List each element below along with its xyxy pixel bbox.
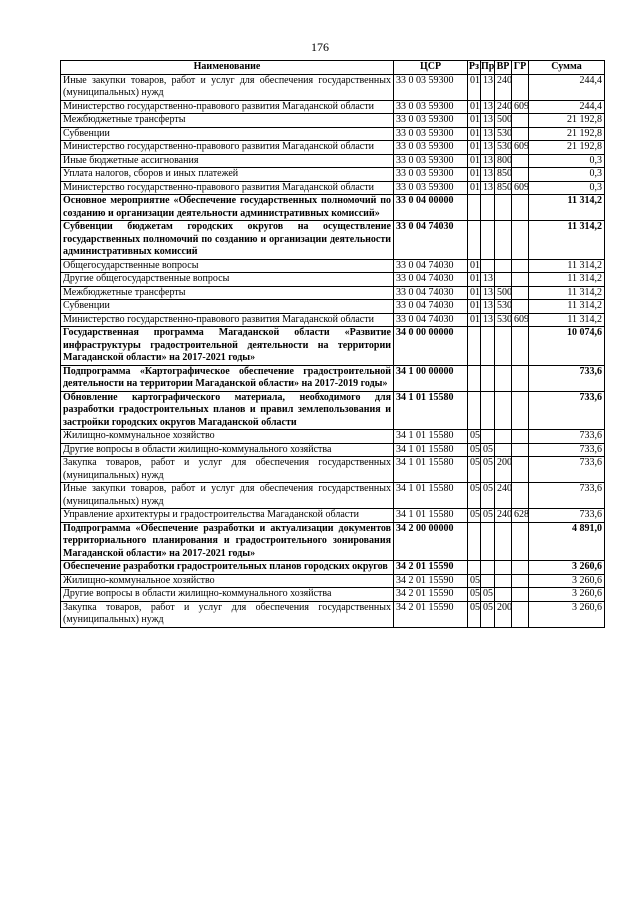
- row-vr: 530: [495, 141, 512, 155]
- row-name: Другие общегосударственные вопросы: [61, 273, 394, 287]
- row-pr: 13: [481, 141, 495, 155]
- table-row: [61, 286, 605, 300]
- row-gr: 628: [512, 509, 529, 523]
- row-amount: 21 192,8: [529, 141, 605, 155]
- row-csr: 34 1 01 15580: [394, 483, 468, 509]
- row-vr: [495, 327, 512, 366]
- row-csr: 33 0 04 74030: [394, 286, 468, 300]
- row-csr: 34 2 01 15590: [394, 601, 468, 627]
- row-amount: 11 314,2: [529, 273, 605, 287]
- header-rz: Рз: [468, 61, 480, 72]
- header-csr: ЦСР: [394, 61, 468, 75]
- header-gr: ГР: [512, 61, 529, 75]
- row-rz: 05: [468, 483, 481, 509]
- row-vr: 240: [495, 100, 512, 114]
- row-name: Субвенции: [61, 300, 394, 314]
- row-amount: 733,6: [529, 457, 605, 483]
- table-row: [61, 365, 605, 391]
- row-vr: 200: [495, 457, 512, 483]
- row-name: Общегосударственные вопросы: [61, 259, 394, 273]
- row-amount: 21 192,8: [529, 114, 605, 128]
- row-name: Обеспечение разработки градостроительных планов городских округов: [61, 561, 394, 575]
- row-name: Министерство государственно-правового развития Магаданской области: [61, 313, 394, 327]
- row-amount: 11 314,2: [529, 300, 605, 314]
- header-name: Наименование: [61, 61, 394, 75]
- table-row: [61, 457, 605, 483]
- row-vr: [495, 273, 512, 287]
- row-gr: 609: [512, 100, 529, 114]
- row-csr: 33 0 03 59300: [394, 127, 468, 141]
- row-pr: 13: [481, 300, 495, 314]
- row-rz: 01: [468, 74, 481, 100]
- row-rz: 01: [468, 127, 481, 141]
- row-name: Государственная программа Магаданской области «Развитие инфраструктуры градостроительной деятельности на территории Магаданской области» на 2017-2021 годы»: [61, 327, 394, 366]
- header-amount: Сумма: [529, 61, 605, 75]
- row-rz: 01: [468, 181, 481, 195]
- budget-table: [60, 60, 605, 628]
- row-csr: 33 0 03 59300: [394, 168, 468, 182]
- row-rz: 05: [468, 443, 481, 457]
- table-row: [61, 273, 605, 287]
- row-amount: 11 314,2: [529, 259, 605, 273]
- row-pr: [481, 430, 495, 444]
- row-gr: 609: [512, 141, 529, 155]
- row-name: Субвенции бюджетам городских округов на осуществление государственных полномочий по созданию и организации деятельности административных комиссий: [61, 221, 394, 260]
- row-amount: 21 192,8: [529, 127, 605, 141]
- row-name: Иные бюджетные ассигнования: [61, 154, 394, 168]
- row-vr: 240: [495, 483, 512, 509]
- table-row: [61, 195, 605, 221]
- row-vr: [495, 522, 512, 561]
- row-rz: 01: [468, 273, 481, 287]
- row-csr: 34 1 01 15580: [394, 391, 468, 430]
- table-row: [61, 391, 605, 430]
- row-gr: [512, 300, 529, 314]
- row-pr: 13: [481, 100, 495, 114]
- row-csr: 33 0 03 59300: [394, 100, 468, 114]
- row-gr: 609: [512, 313, 529, 327]
- row-name: Управление архитектуры и градостроительства Магаданской области: [61, 509, 394, 523]
- row-name: Закупка товаров, работ и услуг для обеспечения государственных (муниципальных) нужд: [61, 601, 394, 627]
- row-gr: [512, 195, 529, 221]
- row-vr: 500: [495, 286, 512, 300]
- row-vr: [495, 195, 512, 221]
- row-name: Межбюджетные трансферты: [61, 286, 394, 300]
- row-gr: [512, 168, 529, 182]
- row-rz: [468, 365, 481, 391]
- row-pr: [481, 561, 495, 575]
- row-amount: 0,3: [529, 181, 605, 195]
- row-name: Закупка товаров, работ и услуг для обеспечения государственных (муниципальных) нужд: [61, 457, 394, 483]
- row-pr: 13: [481, 154, 495, 168]
- row-pr: [481, 391, 495, 430]
- row-csr: 33 0 04 74030: [394, 259, 468, 273]
- row-rz: 01: [468, 154, 481, 168]
- row-name: Основное мероприятие «Обеспечение государственных полномочий по созданию и организации деятельности административных комиссий»: [61, 195, 394, 221]
- row-rz: [468, 221, 481, 260]
- row-name: Иные закупки товаров, работ и услуг для обеспечения государственных (муниципальных) нужд: [61, 74, 394, 100]
- table-row: [61, 430, 605, 444]
- table-row: [61, 114, 605, 128]
- row-gr: [512, 114, 529, 128]
- table-row: [61, 100, 605, 114]
- row-vr: [495, 391, 512, 430]
- row-rz: 05: [468, 601, 481, 627]
- row-gr: [512, 561, 529, 575]
- row-gr: [512, 457, 529, 483]
- row-pr: 13: [481, 127, 495, 141]
- row-name: Уплата налогов, сборов и иных платежей: [61, 168, 394, 182]
- row-vr: 850: [495, 168, 512, 182]
- page-number: 176: [311, 40, 329, 54]
- table-row: [61, 181, 605, 195]
- row-vr: [495, 574, 512, 588]
- row-amount: 733,6: [529, 365, 605, 391]
- row-amount: 11 314,2: [529, 313, 605, 327]
- row-pr: [481, 221, 495, 260]
- row-name: Другие вопросы в области жилищно-коммунального хозяйства: [61, 443, 394, 457]
- row-pr: 05: [481, 443, 495, 457]
- row-rz: 05: [468, 588, 481, 602]
- row-gr: [512, 574, 529, 588]
- table-row: [61, 300, 605, 314]
- row-csr: 33 0 04 74030: [394, 273, 468, 287]
- table-row: [61, 561, 605, 575]
- row-pr: 05: [481, 601, 495, 627]
- row-vr: [495, 259, 512, 273]
- row-pr: 13: [481, 114, 495, 128]
- row-name: Министерство государственно-правового развития Магаданской области: [61, 100, 394, 114]
- row-rz: 01: [468, 300, 481, 314]
- row-rz: 01: [468, 114, 481, 128]
- header-vr: ВР: [495, 61, 512, 75]
- row-name: Жилищно-коммунальное хозяйство: [61, 430, 394, 444]
- row-name: Межбюджетные трансферты: [61, 114, 394, 128]
- row-pr: 13: [481, 168, 495, 182]
- row-csr: 33 0 03 59300: [394, 114, 468, 128]
- table-row: [61, 443, 605, 457]
- row-name: Другие вопросы в области жилищно-коммунального хозяйства: [61, 588, 394, 602]
- row-pr: [481, 522, 495, 561]
- row-gr: [512, 443, 529, 457]
- row-gr: [512, 327, 529, 366]
- row-name: Субвенции: [61, 127, 394, 141]
- table-row: [61, 588, 605, 602]
- table-row: [61, 327, 605, 366]
- row-amount: 3 260,6: [529, 574, 605, 588]
- row-vr: [495, 221, 512, 260]
- row-gr: [512, 365, 529, 391]
- row-vr: [495, 365, 512, 391]
- row-amount: 0,3: [529, 168, 605, 182]
- row-amount: 3 260,6: [529, 601, 605, 627]
- row-gr: [512, 286, 529, 300]
- row-name: Иные закупки товаров, работ и услуг для обеспечения государственных (муниципальных) нужд: [61, 483, 394, 509]
- row-pr: 13: [481, 74, 495, 100]
- row-gr: 609: [512, 181, 529, 195]
- row-amount: 11 314,2: [529, 286, 605, 300]
- row-csr: 34 1 00 00000: [394, 365, 468, 391]
- row-gr: [512, 522, 529, 561]
- row-rz: [468, 195, 481, 221]
- row-amount: 733,6: [529, 483, 605, 509]
- row-vr: 500: [495, 114, 512, 128]
- table-row: [61, 141, 605, 155]
- table-row: [61, 127, 605, 141]
- row-csr: 34 2 01 15590: [394, 588, 468, 602]
- row-rz: 01: [468, 100, 481, 114]
- row-csr: 34 1 01 15580: [394, 457, 468, 483]
- row-amount: 244,4: [529, 100, 605, 114]
- row-amount: 3 260,6: [529, 561, 605, 575]
- row-pr: 13: [481, 273, 495, 287]
- row-csr: 33 0 04 74030: [394, 221, 468, 260]
- row-gr: [512, 259, 529, 273]
- row-pr: [481, 259, 495, 273]
- row-pr: 13: [481, 181, 495, 195]
- row-vr: 240: [495, 74, 512, 100]
- row-pr: [481, 574, 495, 588]
- row-csr: 34 1 01 15580: [394, 443, 468, 457]
- row-pr: 05: [481, 588, 495, 602]
- row-pr: 13: [481, 313, 495, 327]
- header-pr: Пр: [481, 61, 495, 72]
- row-amount: 3 260,6: [529, 588, 605, 602]
- row-rz: 01: [468, 259, 481, 273]
- row-csr: 34 2 01 15590: [394, 561, 468, 575]
- row-amount: 733,6: [529, 430, 605, 444]
- row-csr: 34 0 00 00000: [394, 327, 468, 366]
- row-vr: 530: [495, 300, 512, 314]
- row-name: Министерство государственно-правового развития Магаданской области: [61, 141, 394, 155]
- row-amount: 733,6: [529, 443, 605, 457]
- row-csr: 33 0 04 00000: [394, 195, 468, 221]
- row-csr: 34 2 00 00000: [394, 522, 468, 561]
- row-pr: 13: [481, 286, 495, 300]
- row-amount: 733,6: [529, 509, 605, 523]
- table-row: [61, 313, 605, 327]
- row-csr: 33 0 04 74030: [394, 300, 468, 314]
- row-rz: 05: [468, 574, 481, 588]
- row-name: Подпрограмма «Обеспечение разработки и актуализации документов территориального планирования и градостроительного зонирования Магаданской области» на 2017-2021 годы»: [61, 522, 394, 561]
- row-vr: 530: [495, 127, 512, 141]
- row-gr: [512, 588, 529, 602]
- row-csr: 34 1 01 15580: [394, 430, 468, 444]
- row-csr: 33 0 03 59300: [394, 154, 468, 168]
- row-csr: 34 1 01 15580: [394, 509, 468, 523]
- row-amount: 10 074,6: [529, 327, 605, 366]
- row-csr: 34 2 01 15590: [394, 574, 468, 588]
- table-row: [61, 168, 605, 182]
- table-row: [61, 483, 605, 509]
- row-rz: [468, 327, 481, 366]
- row-rz: [468, 522, 481, 561]
- row-amount: 0,3: [529, 154, 605, 168]
- table-row: [61, 509, 605, 523]
- row-gr: [512, 221, 529, 260]
- table-row: [61, 154, 605, 168]
- row-name: Жилищно-коммунальное хозяйство: [61, 574, 394, 588]
- row-gr: [512, 127, 529, 141]
- row-csr: 33 0 04 74030: [394, 313, 468, 327]
- row-name: Подпрограмма «Картографическое обеспечение градостроительной деятельности на территории Магаданской области» на 2017-2019 годы»: [61, 365, 394, 391]
- row-rz: 05: [468, 509, 481, 523]
- row-gr: [512, 391, 529, 430]
- table-row: [61, 601, 605, 627]
- table-row: [61, 574, 605, 588]
- row-pr: [481, 327, 495, 366]
- row-rz: 01: [468, 141, 481, 155]
- row-pr: [481, 195, 495, 221]
- row-amount: 244,4: [529, 74, 605, 100]
- row-vr: [495, 443, 512, 457]
- row-pr: [481, 365, 495, 391]
- row-rz: 01: [468, 286, 481, 300]
- row-gr: [512, 154, 529, 168]
- table-row: [61, 522, 605, 561]
- row-gr: [512, 430, 529, 444]
- row-rz: 05: [468, 430, 481, 444]
- row-pr: 05: [481, 509, 495, 523]
- row-vr: [495, 588, 512, 602]
- table-row: [61, 259, 605, 273]
- table-row: [61, 221, 605, 260]
- row-vr: 800: [495, 154, 512, 168]
- row-vr: [495, 561, 512, 575]
- row-name: Министерство государственно-правового развития Магаданской области: [61, 181, 394, 195]
- row-name: Обновление картографического материала, необходимого для разработки градостроительных планов и правил землепользования и застройки городских округов Магаданской области: [61, 391, 394, 430]
- row-gr: [512, 273, 529, 287]
- row-rz: [468, 391, 481, 430]
- row-vr: 240: [495, 509, 512, 523]
- row-vr: 530: [495, 313, 512, 327]
- row-csr: 33 0 03 59300: [394, 181, 468, 195]
- row-rz: 01: [468, 168, 481, 182]
- row-rz: 05: [468, 457, 481, 483]
- row-csr: 33 0 03 59300: [394, 141, 468, 155]
- row-vr: 850: [495, 181, 512, 195]
- table-row: [61, 74, 605, 100]
- row-amount: 733,6: [529, 391, 605, 430]
- row-gr: [512, 74, 529, 100]
- row-amount: 11 314,2: [529, 221, 605, 260]
- row-vr: 200: [495, 601, 512, 627]
- table-header-row: [61, 61, 605, 75]
- row-gr: [512, 601, 529, 627]
- row-rz: [468, 561, 481, 575]
- row-pr: 05: [481, 483, 495, 509]
- row-amount: 11 314,2: [529, 195, 605, 221]
- row-rz: 01: [468, 313, 481, 327]
- row-amount: 4 891,0: [529, 522, 605, 561]
- row-pr: 05: [481, 457, 495, 483]
- row-csr: 33 0 03 59300: [394, 74, 468, 100]
- row-gr: [512, 483, 529, 509]
- row-vr: [495, 430, 512, 444]
